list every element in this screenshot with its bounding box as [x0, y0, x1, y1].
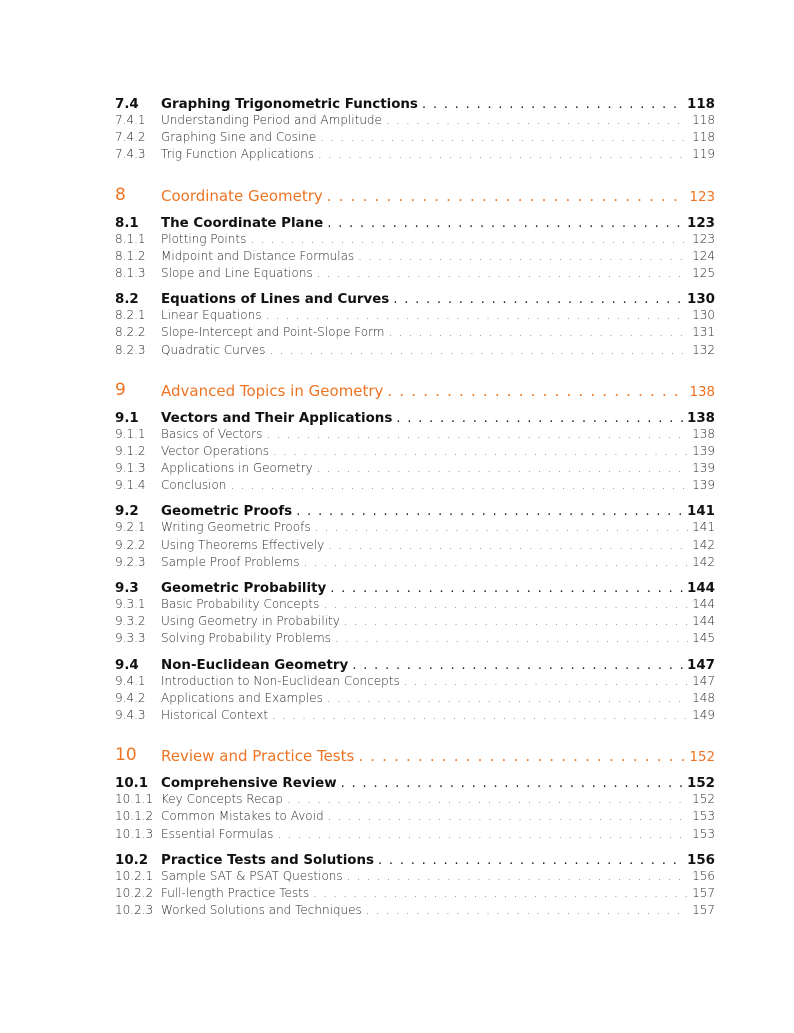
toc-subsection-row[interactable] — [115, 113, 715, 130]
toc-subsection-row[interactable] — [115, 325, 715, 342]
toc-subsection-row[interactable] — [115, 147, 715, 164]
toc-entry-number: 8.1.1 — [115, 231, 146, 246]
dot-leader — [396, 411, 683, 426]
toc-entry-page[interactable]: 119 — [692, 147, 715, 162]
toc-entry-page[interactable]: 142 — [692, 554, 715, 569]
dot-leader — [347, 869, 688, 883]
dot-leader — [335, 631, 688, 645]
dot-leader — [327, 187, 686, 205]
toc-subsection-row[interactable] — [115, 792, 715, 809]
toc-entry-title[interactable]: Geometric Proofs — [161, 504, 293, 520]
toc-entry-number: 9.1.1 — [115, 426, 146, 441]
toc-entry-title[interactable]: Basic Probability Concepts — [161, 597, 320, 611]
toc-entry-title[interactable]: Midpoint and Distance Formulas — [161, 248, 355, 263]
toc-section-row[interactable] — [115, 285, 715, 308]
dot-leader — [327, 691, 688, 705]
dot-leader — [358, 249, 688, 263]
toc-entry-number: 9.1 — [115, 410, 139, 426]
toc-subsection-row[interactable] — [115, 343, 715, 360]
toc-entry-page[interactable]: 138 — [687, 410, 715, 426]
toc-entry-title[interactable]: Conclusion — [161, 478, 227, 493]
dot-leader — [341, 776, 683, 791]
dot-leader — [393, 292, 683, 307]
dot-leader — [320, 130, 688, 144]
toc-entry-number: 10.2.2 — [115, 885, 154, 900]
toc-entry-title[interactable]: Understanding Period and Amplitude — [161, 113, 382, 127]
dot-leader — [328, 538, 688, 552]
toc-entry-title[interactable]: Historical Context — [161, 707, 269, 722]
toc-entry-number: 9.1.3 — [115, 461, 146, 476]
toc-entry-page[interactable]: 139 — [692, 461, 715, 476]
toc-subsection-row[interactable] — [115, 886, 715, 903]
toc-entry-number: 9.1.2 — [115, 443, 146, 458]
toc-entry-page[interactable]: 132 — [692, 342, 715, 357]
toc-entry-page[interactable]: 148 — [692, 690, 715, 705]
toc-entry-number: 9.4 — [115, 657, 139, 673]
dot-leader — [318, 147, 688, 161]
toc-entry-title[interactable]: Trig Function Applications — [161, 147, 315, 162]
toc-entry-number: 9.3 — [115, 581, 139, 596]
toc-entry-page[interactable]: 118 — [692, 113, 715, 127]
toc-entry-title[interactable]: Advanced Topics in Geometry — [161, 381, 384, 400]
toc-entry-number: 8.2 — [115, 292, 139, 308]
toc-subsection-row[interactable] — [115, 903, 715, 920]
toc-subsection-row[interactable] — [115, 538, 715, 555]
table-of-contents — [115, 90, 715, 920]
toc-entry-number: 9.2.1 — [115, 520, 146, 535]
toc-entry-title[interactable]: Plotting Points — [161, 231, 247, 246]
toc-entry-page[interactable]: 144 — [692, 597, 715, 611]
toc-section-row[interactable] — [115, 574, 715, 597]
toc-entry-number: 9.3.3 — [115, 631, 146, 646]
toc-entry-title[interactable]: Graphing Sine and Cosine — [161, 130, 317, 145]
toc-entry-page[interactable]: 123 — [692, 231, 715, 246]
toc-entry-page[interactable]: 145 — [692, 631, 715, 646]
dot-leader — [277, 827, 688, 841]
dot-leader — [317, 266, 688, 280]
toc-entry-page[interactable]: 147 — [687, 657, 715, 673]
toc-entry-title[interactable]: Slope and Line Equations — [161, 265, 313, 280]
dot-leader — [315, 520, 689, 534]
toc-entry-page[interactable]: 124 — [692, 248, 715, 263]
toc-entry-number: 10.2.3 — [115, 903, 154, 918]
toc-subsection-row[interactable] — [115, 691, 715, 708]
toc-entry-page[interactable]: 156 — [692, 868, 715, 883]
toc-subsection-row[interactable] — [115, 461, 715, 478]
toc-entry-number: 10.1 — [115, 776, 149, 792]
toc-subsection-row[interactable] — [115, 308, 715, 325]
toc-entry-page[interactable]: 152 — [689, 750, 715, 766]
toc-subsection-row[interactable] — [115, 674, 715, 691]
dot-leader — [250, 232, 688, 246]
toc-section-row[interactable] — [115, 404, 715, 427]
toc-entry-page[interactable]: 125 — [692, 265, 715, 280]
toc-entry-number: 8.1 — [115, 215, 139, 231]
toc-entry-number: 8.1.3 — [115, 265, 146, 280]
toc-entry-title[interactable]: Worked Solutions and Techniques — [161, 903, 362, 918]
toc-entry-title[interactable]: Equations of Lines and Curves — [161, 292, 390, 308]
dot-leader — [366, 903, 688, 917]
toc-entry-title[interactable]: Vector Operations — [161, 443, 270, 458]
toc-entry-number: 10.1.3 — [115, 826, 154, 841]
toc-entry-page[interactable]: 156 — [687, 852, 715, 868]
toc-entry-number: 9.2 — [115, 504, 139, 520]
toc-entry-title[interactable]: Introduction to Non-Euclidean Concepts — [161, 673, 400, 688]
toc-entry-number: 8.2.3 — [115, 342, 146, 357]
dot-leader — [404, 674, 688, 688]
toc-subsection-row[interactable] — [115, 266, 715, 283]
toc-entry-number: 10.2 — [115, 852, 149, 868]
toc-entry-number: 7.4.3 — [115, 147, 146, 162]
toc-entry-page[interactable]: 153 — [692, 826, 715, 841]
toc-entry-number: 8.2.1 — [115, 308, 146, 323]
toc-entry-page[interactable]: 153 — [692, 809, 715, 824]
toc-entry-title[interactable]: Basics of Vectors — [161, 426, 263, 441]
toc-entry-title[interactable]: Quadratic Curves — [161, 342, 266, 357]
dot-leader — [323, 597, 688, 611]
toc-entry-page[interactable]: 139 — [692, 443, 715, 458]
toc-entry-page[interactable]: 123 — [689, 189, 715, 205]
toc-entry-title[interactable]: Using Geometry in Probability — [161, 614, 340, 629]
toc-entry-title[interactable]: Non-Euclidean Geometry — [161, 657, 349, 673]
dot-leader — [344, 614, 688, 628]
toc-entry-page[interactable]: 130 — [687, 292, 715, 308]
toc-entry-number: 9.4.3 — [115, 707, 146, 722]
toc-entry-number: 10.1.1 — [115, 792, 154, 807]
toc-entry-title[interactable]: Applications and Examples — [161, 690, 323, 705]
toc-entry-title[interactable]: Sample Proof Problems — [161, 554, 300, 569]
toc-entry-title[interactable]: The Coordinate Plane — [161, 215, 324, 231]
toc-entry-page[interactable]: 131 — [692, 325, 715, 340]
toc-subsection-row[interactable] — [115, 249, 715, 266]
toc-entry-page[interactable]: 138 — [689, 384, 715, 400]
dot-leader — [273, 444, 688, 458]
toc-entry-title[interactable]: Using Theorems Effectively — [161, 537, 325, 552]
toc-entry-number: 10 — [115, 745, 137, 766]
toc-entry-number: 9.3.1 — [115, 597, 146, 611]
toc-subsection-row[interactable] — [115, 555, 715, 572]
toc-entry-number: 7.4.2 — [115, 130, 146, 145]
dot-leader — [266, 308, 689, 322]
toc-entry-number: 8.2.2 — [115, 325, 146, 340]
toc-entry-page[interactable]: 139 — [692, 478, 715, 493]
toc-subsection-row[interactable] — [115, 809, 715, 826]
dot-leader — [378, 853, 683, 868]
toc-entry-number: 8 — [115, 184, 126, 205]
toc-entry-title[interactable]: Solving Probability Problems — [161, 631, 331, 646]
toc-entry-page[interactable]: 118 — [687, 97, 715, 112]
toc-entry-page[interactable]: 142 — [692, 537, 715, 552]
toc-entry-title[interactable]: Comprehensive Review — [161, 776, 337, 792]
toc-entry-title[interactable]: Geometric Probability — [161, 581, 327, 596]
toc-entry-page[interactable]: 152 — [692, 792, 715, 807]
toc-entry-title[interactable]: Coordinate Geometry — [161, 186, 323, 205]
toc-entry-title[interactable]: Full-length Practice Tests — [161, 885, 310, 900]
toc-chapter-row[interactable] — [115, 739, 715, 767]
toc-entry-page[interactable]: 144 — [692, 614, 715, 629]
dot-leader — [266, 427, 688, 441]
toc-entry-number: 9.4.2 — [115, 690, 146, 705]
toc-entry-number: 9.2.3 — [115, 554, 146, 569]
toc-entry-page[interactable]: 130 — [692, 308, 715, 323]
toc-section-row[interactable] — [115, 769, 715, 792]
dot-leader — [358, 747, 685, 765]
dot-leader — [327, 216, 683, 231]
dot-leader — [287, 792, 688, 806]
toc-entry-page[interactable]: 144 — [687, 581, 715, 596]
toc-entry-number: 10.1.2 — [115, 809, 154, 824]
dot-leader — [422, 97, 683, 112]
dot-leader — [317, 461, 688, 475]
toc-entry-title[interactable]: Key Concepts Recap — [161, 792, 284, 807]
dot-leader — [304, 555, 689, 569]
toc-entry-title[interactable]: Vectors and Their Applications — [161, 410, 393, 426]
toc-entry-number: 9 — [115, 379, 126, 400]
toc-subsection-row[interactable] — [115, 631, 715, 648]
dot-leader — [330, 581, 683, 596]
toc-entry-page[interactable]: 138 — [692, 426, 715, 441]
dot-leader — [230, 478, 688, 492]
toc-entry-number: 9.2.2 — [115, 537, 146, 552]
toc-entry-title[interactable]: Writing Geometric Proofs — [161, 520, 311, 535]
toc-entry-page[interactable]: 149 — [692, 707, 715, 722]
toc-entry-title[interactable]: Linear Equations — [161, 308, 262, 323]
toc-entry-title[interactable]: Sample SAT & PSAT Questions — [161, 868, 343, 883]
toc-entry-number: 8.1.2 — [115, 248, 146, 263]
toc-entry-page[interactable]: 123 — [687, 215, 715, 231]
toc-entry-title[interactable]: Essential Formulas — [161, 826, 274, 841]
toc-subsection-row[interactable] — [115, 869, 715, 886]
toc-chapter-row[interactable] — [115, 374, 715, 402]
toc-entry-page[interactable]: 157 — [692, 885, 715, 900]
toc-subsection-row[interactable] — [115, 478, 715, 495]
toc-subsection-row[interactable] — [115, 444, 715, 461]
toc-entry-title[interactable]: Practice Tests and Solutions — [161, 852, 374, 868]
dot-leader — [272, 708, 688, 722]
toc-entry-page[interactable]: 152 — [687, 776, 715, 792]
toc-section-row[interactable] — [115, 209, 715, 232]
toc-subsection-row[interactable] — [115, 520, 715, 537]
toc-subsection-row[interactable] — [115, 827, 715, 844]
toc-entry-title[interactable]: Slope-Intercept and Point-Slope Form — [161, 325, 385, 340]
dot-leader — [352, 658, 683, 673]
toc-section-row[interactable] — [115, 90, 715, 113]
dot-leader — [328, 809, 689, 823]
toc-entry-title[interactable]: Common Mistakes to Avoid — [161, 809, 324, 824]
toc-entry-number: 9.3.2 — [115, 614, 146, 629]
toc-subsection-row[interactable] — [115, 597, 715, 614]
toc-entry-number: 7.4 — [115, 97, 139, 112]
toc-entry-title[interactable]: Review and Practice Tests — [161, 747, 355, 766]
toc-section-row[interactable] — [115, 651, 715, 674]
toc-section-row[interactable] — [115, 497, 715, 520]
toc-entry-number: 7.4.1 — [115, 113, 146, 127]
toc-entry-number: 9.1.4 — [115, 478, 146, 493]
toc-subsection-row[interactable] — [115, 708, 715, 725]
dot-leader — [313, 886, 688, 900]
toc-subsection-row[interactable] — [115, 614, 715, 631]
toc-entry-number: 10.2.1 — [115, 868, 154, 883]
toc-chapter-row[interactable] — [115, 179, 715, 207]
toc-entry-page[interactable]: 118 — [692, 130, 715, 145]
dot-leader — [389, 325, 689, 339]
toc-entry-page[interactable]: 141 — [687, 504, 715, 520]
toc-subsection-row[interactable] — [115, 130, 715, 147]
dot-leader — [269, 343, 688, 357]
toc-subsection-row[interactable] — [115, 232, 715, 249]
dot-leader — [296, 504, 683, 519]
dot-leader — [387, 382, 685, 400]
toc-entry-title[interactable]: Graphing Trigonometric Functions — [161, 97, 418, 112]
toc-entry-title[interactable]: Applications in Geometry — [161, 461, 313, 476]
toc-entry-page[interactable]: 157 — [692, 903, 715, 918]
toc-entry-number: 9.4.1 — [115, 673, 146, 688]
toc-entry-page[interactable]: 147 — [692, 673, 715, 688]
dot-leader — [386, 113, 688, 127]
toc-entry-page[interactable]: 141 — [692, 520, 715, 535]
toc-subsection-row[interactable] — [115, 427, 715, 444]
toc-section-row[interactable] — [115, 846, 715, 869]
